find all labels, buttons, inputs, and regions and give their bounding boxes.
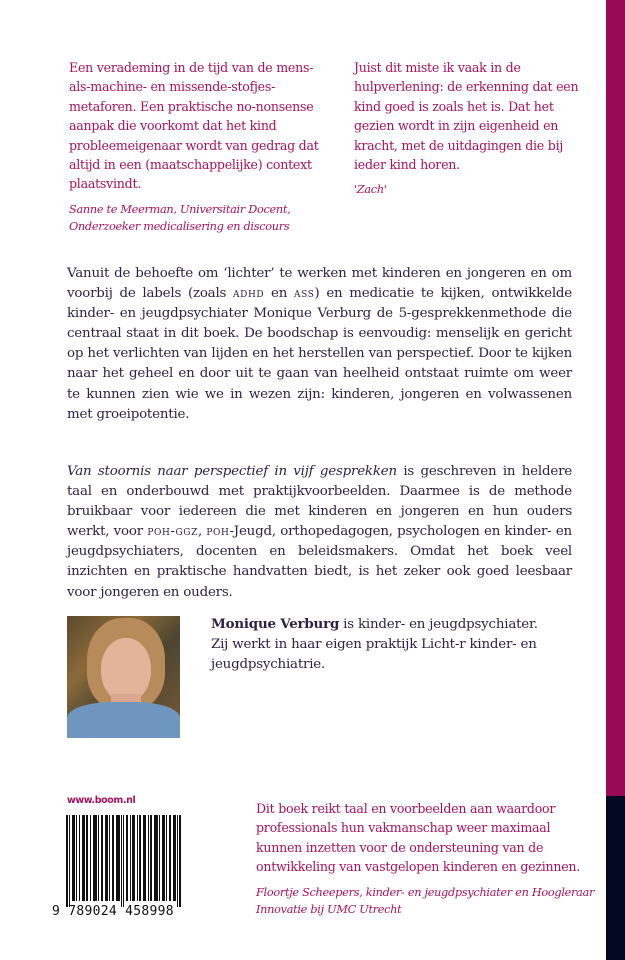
quote-attribution: Floortje Scheepers, kinder- en jeugdpsychiater en Hoogleraar Innovatie bij UMC Utrecht (256, 885, 595, 917)
quote-attribution: Sanne te Meerman, Universitair Docent, Onderzoeker medicalisering en discours (69, 202, 291, 234)
publisher-url[interactable]: www.boom.nl (67, 795, 136, 806)
quote-attribution: 'Zach' (354, 183, 387, 197)
spine-magenta-band (606, 0, 625, 796)
abbr-ass: ass (294, 286, 315, 302)
abbr-poh-ggz: poh-ggz (147, 524, 198, 540)
review-quote-3 (256, 799, 596, 919)
review-quote-2 (354, 58, 584, 199)
author-bio: Monique Verburg is kinder- en jeugdpsychiater. Zij werkt in haar eigen praktijk Licht-r kinder- en jeugdpsychiatrie. (211, 616, 538, 673)
quote-text: Juist dit miste ik vaak in de hulpverlening: de erkenning dat een kind goed is zoals het is. Dat het gezien wordt in zijn eigenheid en kracht, met de uitdagingen die bij ieder kind horen. (354, 60, 579, 173)
book-title: Van stoornis naar perspectief in vijf gesprekken (67, 464, 397, 479)
spine-edge (606, 0, 625, 960)
description-paragraph-2: Van stoornis naar perspectief in vijf gesprekken is geschreven in heldere taal en onderbouwd met praktijkvoorbeelden. Daarmee is de methode bruikbaar voor iedereen die met kinderen en jongeren en hun ouders werkt, voor poh-ggz, poh-Jeugd, orthopedagogen, psychologen en kinder- en jeugdpsychiaters, docenten en beleidsmakers. Omdat het boek veel inzichten en praktische handvatten biedt, is het zeker ook goed leesbaar voor jongeren en ouders. (67, 464, 573, 600)
review-quote-1 (69, 58, 324, 236)
author-name: Monique Verburg (211, 616, 340, 632)
quote-text: Een verademing in de tijd van de mens-als-machine- en missende-stofjes-metaforen. Een praktische no-nonsense aanpak die voorkomt dat het kind probleemeigenaar wordt van gedrag dat altijd in een (maatschappelijke) context plaatsvindt. (69, 60, 319, 192)
abbr-poh: poh (206, 524, 230, 540)
quote-text: Dit boek reikt taal en voorbeelden aan waardoor professionals hun vakmanschap weer maximaal kunnen inzetten voor de ondersteuning van de ontwikkeling van vastgelopen kinderen en gezinnen. (256, 801, 581, 875)
isbn-number: 9 789024 458998 (52, 904, 174, 919)
author-photo (67, 616, 180, 738)
barcode-icon (66, 815, 181, 915)
description-paragraph-1: Vanuit de behoefte om ‘lichter’ te werken met kinderen en jongeren en om voorbij de labels (zoals adhd en ass) en medicatie te kijken, ontwikkelde kinder- en jeugdpsychiater Monique Verburg de 5-gesprekkenmethode die centraal staat in dit boek. De boodschap is eenvoudig: menselijk en gericht op het verlichten van lijden en het herstellen van perspectief. Door te kijken naar het geheel en door uit te gaan van heelheid ontstaat ruimte om weer te kunnen zien wie we in wezen zijn: kinderen, jongeren en volwassenen met groeipotentie. (67, 266, 572, 422)
abbr-adhd: adhd (233, 286, 265, 302)
spine-dark-band (606, 796, 625, 960)
